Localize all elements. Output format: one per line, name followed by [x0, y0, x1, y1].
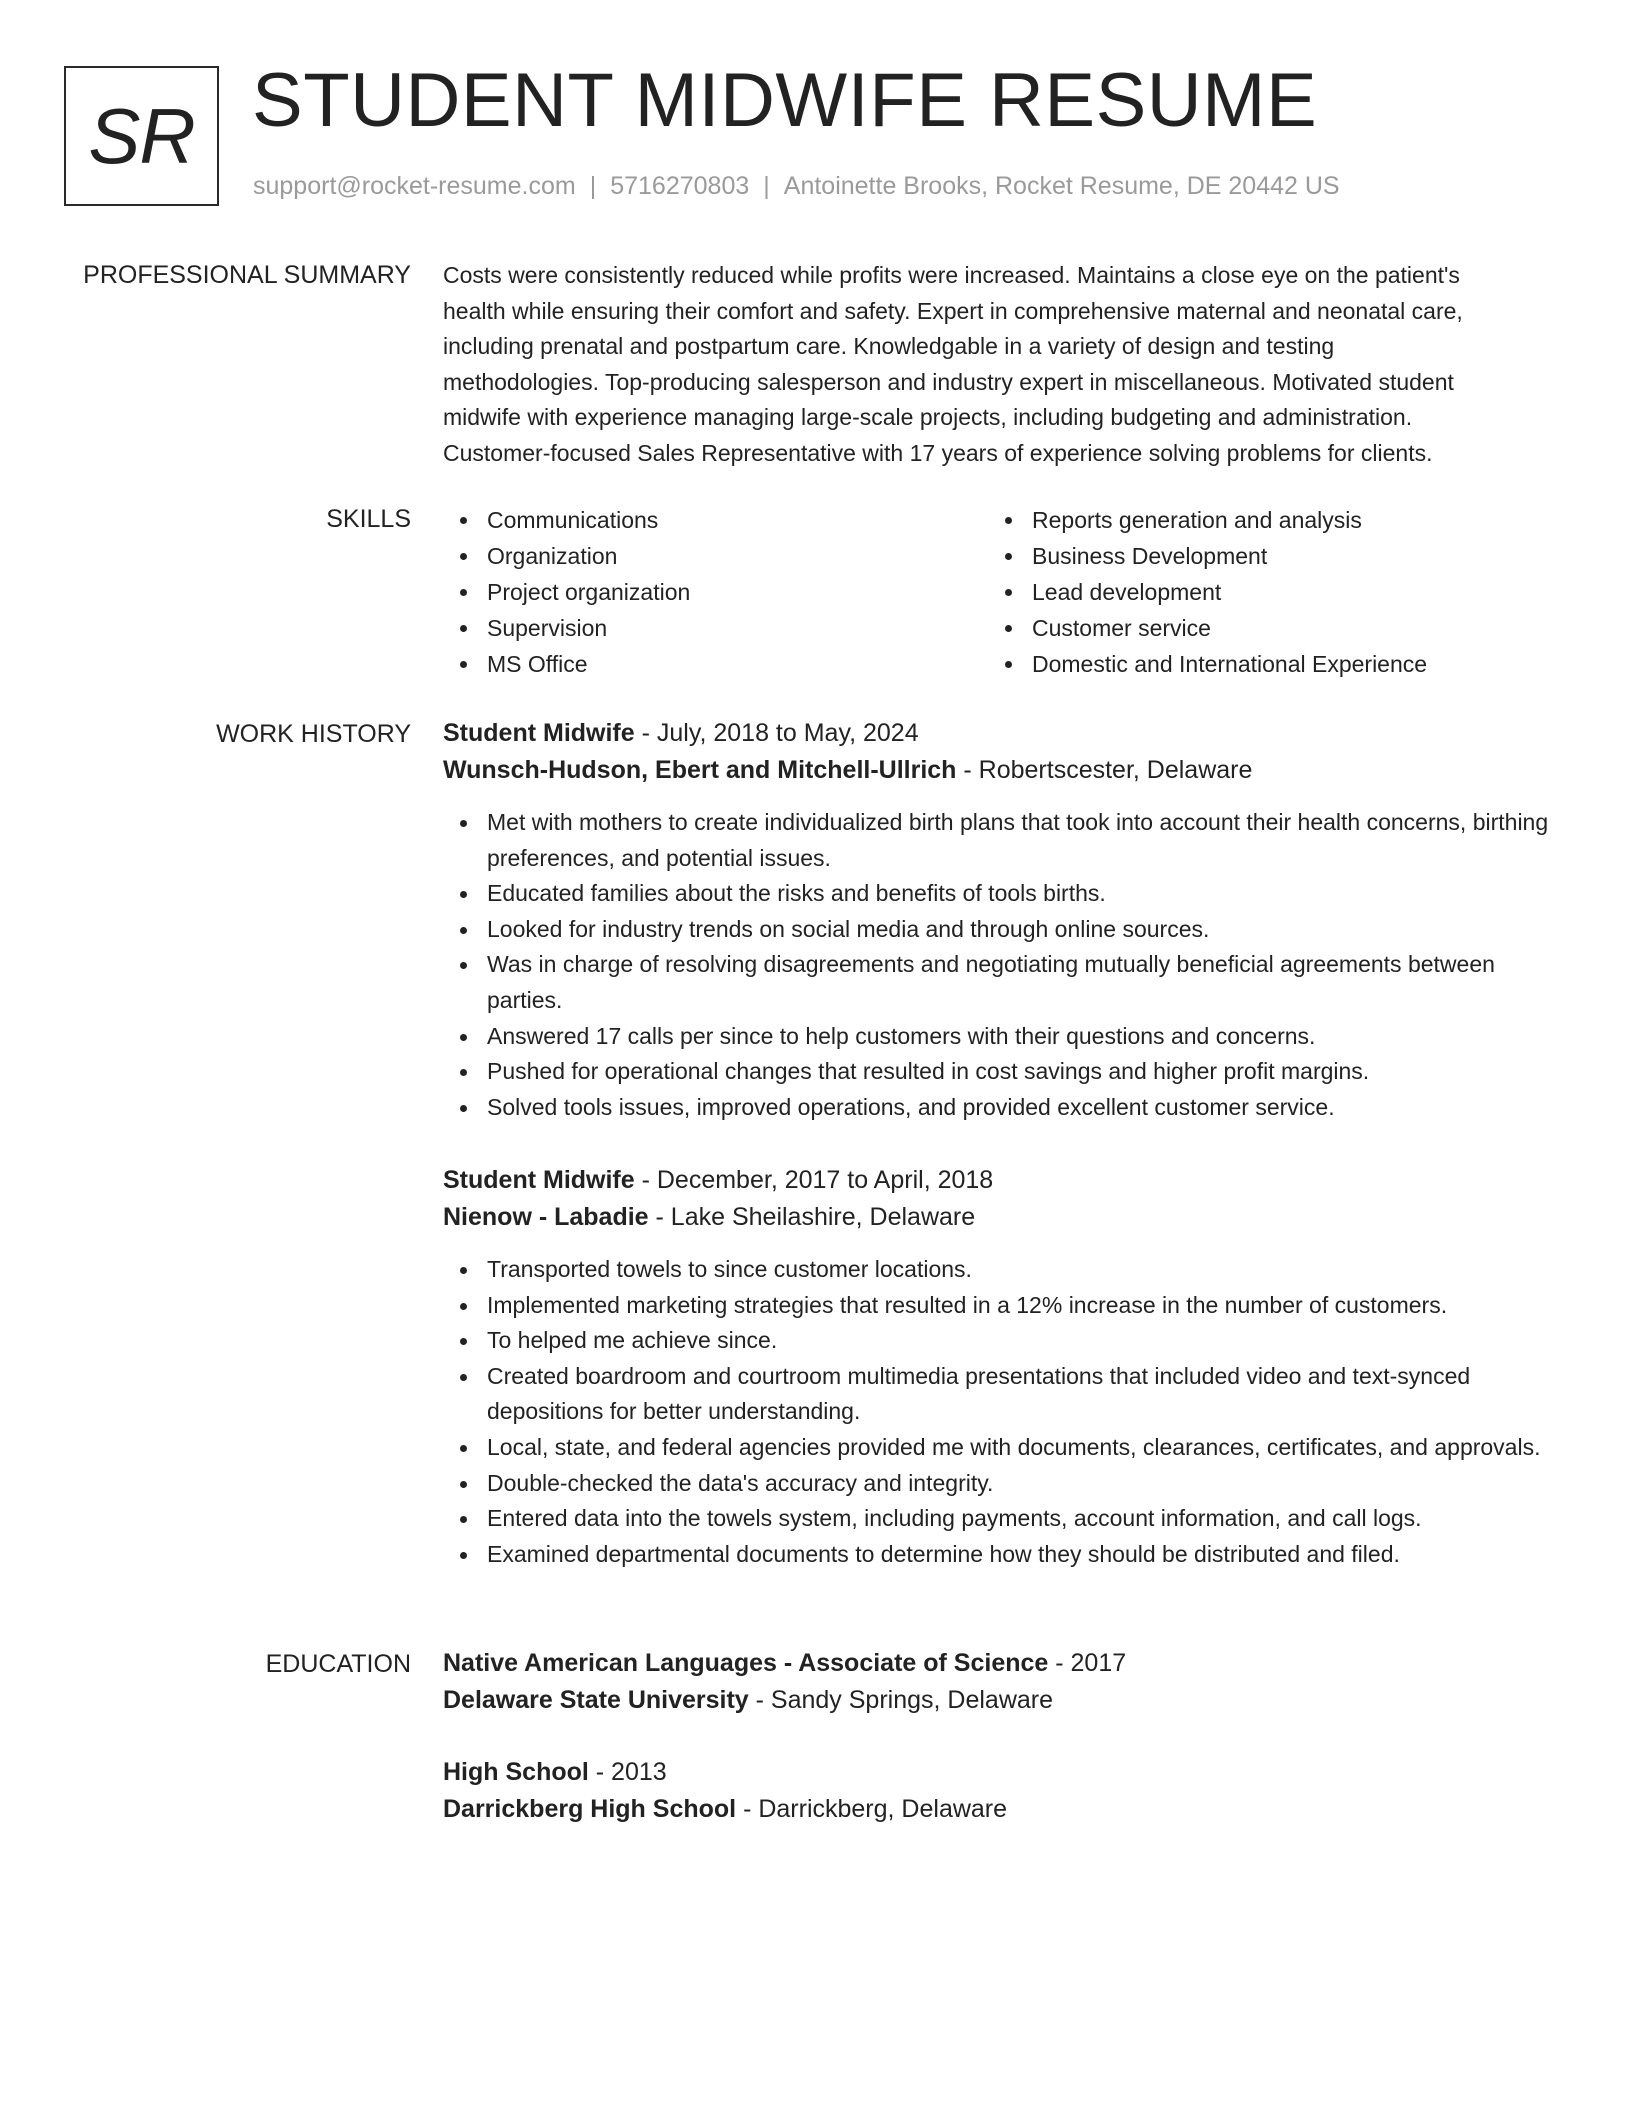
job-location: - Robertscester, Delaware [956, 756, 1253, 784]
section-label-education: EDUCATION [265, 1650, 411, 1678]
skill-item: Domestic and International Experience [988, 646, 1427, 682]
education-school-line [443, 1791, 1568, 1828]
monogram-logo: SR [64, 66, 219, 206]
education-year: - 2013 [588, 1758, 667, 1786]
job-title-line [443, 715, 1568, 752]
job-dates: - July, 2018 to May, 2024 [634, 719, 919, 747]
contact-phone: 5716270803 [610, 172, 750, 200]
job-bullet: Examined departmental documents to determine how they should be distributed and filed. [443, 1537, 1568, 1573]
job-bullet: Transported towels to since customer locations. [443, 1252, 1568, 1288]
summary-line: Costs were consistently reduced while profits were increased. Maintains a close eye on the patient's [443, 262, 1460, 288]
job-bullets [443, 1252, 1568, 1572]
education-location: - Darrickberg, Delaware [736, 1795, 1008, 1823]
education-degree-line [443, 1645, 1568, 1682]
job-bullet: Was in charge of resolving disagreements and negotiating mutually beneficial agreements between parties. [443, 947, 1568, 1018]
education-entry [443, 1754, 1568, 1828]
section-label-skills: SKILLS [326, 505, 411, 533]
contact-separator: | [763, 172, 770, 200]
job-company-line [443, 752, 1568, 789]
job-company-line [443, 1199, 1568, 1236]
resume-title: STUDENT MIDWIFE RESUME [252, 58, 1318, 143]
skill-item: Reports generation and analysis [988, 502, 1427, 538]
summary-line: midwife with experience managing large-scale projects, including budgeting and administration. [443, 404, 1413, 431]
education-degree-line [443, 1754, 1568, 1791]
education-entry [443, 1645, 1568, 1719]
job-bullet: To helped me achieve since. [443, 1323, 1568, 1359]
skills-column-right [988, 502, 1427, 682]
job-bullets [443, 805, 1568, 1125]
summary-line: including prenatal and postpartum care. Knowledgable in a variety of design and testing [443, 333, 1335, 360]
summary-line: methodologies. Top-producing salesperson and industry expert in miscellaneous. Motivated student [443, 368, 1454, 395]
job-bullet: Answered 17 calls per since to help customers with their questions and concerns. [443, 1019, 1568, 1055]
job-entry [443, 715, 1568, 1125]
job-bullet: Entered data into the towels system, including payments, account information, and call logs. [443, 1501, 1568, 1537]
skill-item: Project organization [443, 574, 988, 610]
skill-item: Lead development [988, 574, 1427, 610]
job-title-line [443, 1162, 1568, 1199]
job-title: Student Midwife [443, 1166, 635, 1194]
summary-line: health while ensuring their comfort and safety. Expert in comprehensive maternal and neonatal care, [443, 297, 1463, 324]
job-bullet: Local, state, and federal agencies provided me with documents, clearances, certificates, and approvals. [443, 1430, 1568, 1466]
job-title: Student Midwife [443, 719, 635, 747]
job-bullet: Educated families about the risks and benefits of tools births. [443, 876, 1568, 912]
job-company: Wunsch-Hudson, Ebert and Mitchell-Ullrich [443, 756, 957, 784]
skill-item: MS Office [443, 646, 988, 682]
section-label-summary: PROFESSIONAL SUMMARY [83, 261, 411, 289]
job-bullet: Created boardroom and courtroom multimedia presentations that included video and text-synced depositions for better understanding. [443, 1359, 1568, 1430]
summary-line: Customer-focused Sales Representative with 17 years of experience solving problems for clients. [443, 439, 1433, 466]
contact-address: Antoinette Brooks, Rocket Resume, DE 20442 US [783, 172, 1340, 200]
education-degree: High School [443, 1758, 589, 1786]
skill-item: Customer service [988, 610, 1427, 646]
job-bullet: Pushed for operational changes that resulted in cost savings and higher profit margins. [443, 1054, 1568, 1090]
skill-item: Communications [443, 502, 988, 538]
contact-separator: | [589, 172, 597, 200]
education-degree: Native American Languages - Associate of Science [443, 1649, 1049, 1677]
job-bullet: Met with mothers to create individualized birth plans that took into account their health concerns, birthing preferences, and potential issues. [443, 805, 1568, 876]
section-label-work-history: WORK HISTORY [216, 720, 411, 748]
skill-item: Organization [443, 538, 988, 574]
job-bullet: Looked for industry trends on social media and through online sources. [443, 912, 1568, 948]
job-bullet: Double-checked the data's accuracy and integrity. [443, 1466, 1568, 1502]
education-school: Delaware State University [443, 1686, 749, 1714]
job-dates: - December, 2017 to April, 2018 [634, 1166, 994, 1194]
skill-item: Business Development [988, 538, 1427, 574]
education-school-line [443, 1682, 1568, 1719]
contact-line [253, 172, 1340, 201]
education-year: - 2017 [1048, 1649, 1127, 1677]
contact-email: support@rocket-resume.com [253, 172, 576, 200]
skill-item: Supervision [443, 610, 988, 646]
job-location: - Lake Sheilashire, Delaware [648, 1203, 976, 1231]
education-school: Darrickberg High School [443, 1795, 737, 1823]
skills-list [443, 502, 1568, 682]
education-location: - Sandy Springs, Delaware [748, 1686, 1054, 1714]
summary-text [443, 258, 1568, 472]
skills-column-left [443, 502, 988, 682]
job-company: Nienow - Labadie [443, 1203, 649, 1231]
job-bullet: Solved tools issues, improved operations, and provided excellent customer service. [443, 1090, 1568, 1126]
job-bullet: Implemented marketing strategies that resulted in a 12% increase in the number of customers. [443, 1288, 1568, 1324]
job-entry [443, 1162, 1568, 1572]
